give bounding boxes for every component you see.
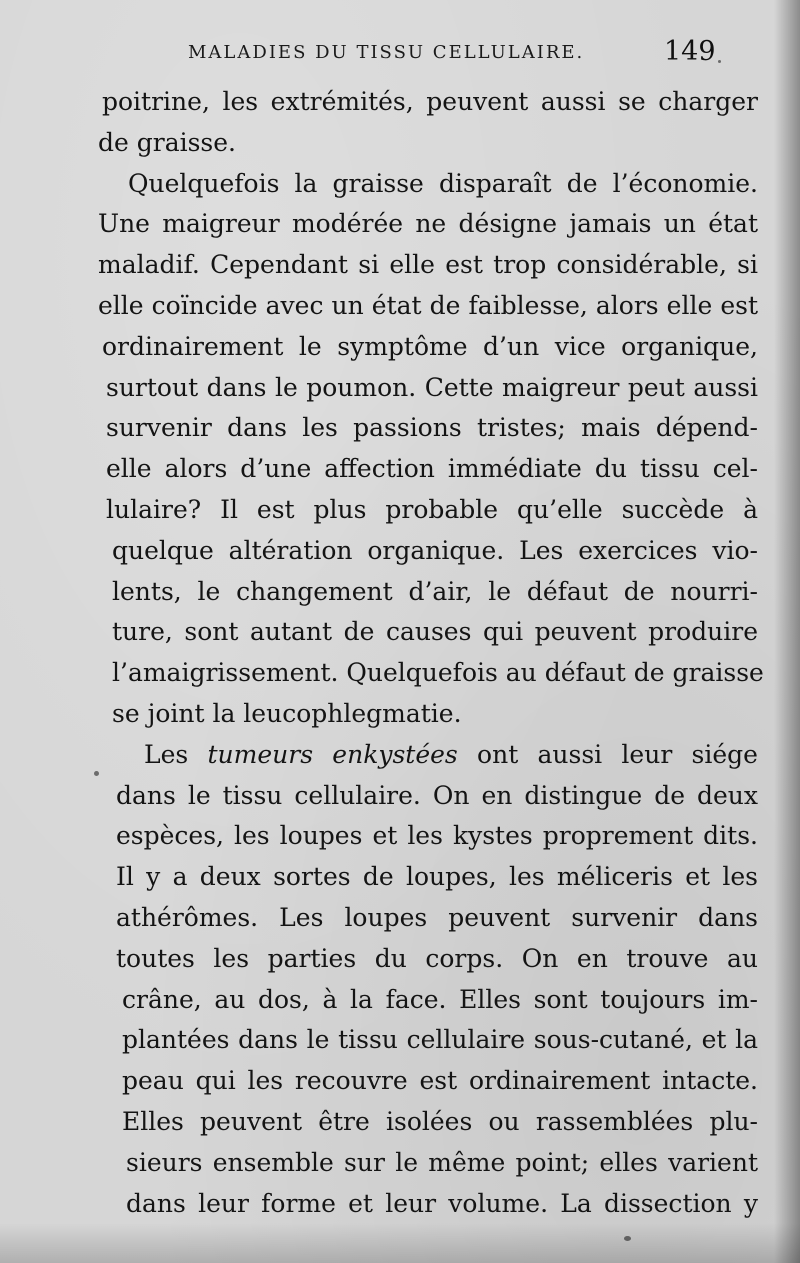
text-run: ont aussi leur siége <box>457 739 758 769</box>
page-bottom-shadow <box>0 1223 800 1263</box>
body-text <box>98 82 764 1224</box>
ink-speck <box>94 771 99 776</box>
text-line: de graisse. <box>98 127 237 157</box>
text-line: toutes les parties du corps. On en trouve au <box>116 943 758 973</box>
text-line: survenir dans les passions tristes; mais dépend- <box>106 413 758 443</box>
page-number: 149 <box>664 36 716 67</box>
text-line: dans leur forme et leur volume. La dissection y <box>126 1188 758 1218</box>
text-line: ordinairement le symptôme d’un vice organique, <box>102 331 758 361</box>
text-line: elle coïncide avec un état de faiblesse, alors elle est <box>98 290 758 320</box>
page-edge-shadow <box>774 0 800 1263</box>
italic-term: tumeurs enkystées <box>207 739 458 769</box>
text-line: maladif. Cependant si elle est trop considérable, si <box>98 250 758 280</box>
text-run: Les <box>144 739 208 769</box>
text-line: lents, le changement d’air, le défaut de nourri- <box>112 576 758 606</box>
ink-speck <box>718 60 721 63</box>
text-line: plantées dans le tissu cellulaire sous-cutané, et la <box>122 1025 758 1055</box>
text-line: crâne, au dos, à la face. Elles sont toujours im- <box>122 984 758 1014</box>
text-line: l’amaigrissement. Quelquefois au défaut de graisse <box>112 658 764 688</box>
text-line: Elles peuvent être isolées ou rassemblées plu- <box>122 1106 758 1136</box>
text-line: sieurs ensemble sur le même point; elles varient <box>126 1147 758 1177</box>
text-line: Une maigreur modérée ne désigne jamais un état <box>98 209 758 239</box>
text-line: poitrine, les extrémités, peuvent aussi se charger <box>102 87 758 116</box>
text-line: athérômes. Les loupes peuvent survenir dans <box>116 902 758 932</box>
text-line: lulaire? Il est plus probable qu’elle succède à <box>106 494 758 524</box>
text-line: espèces, les loupes et les kystes proprement dits. <box>116 821 758 851</box>
text-line: elle alors d’une affection immédiate du tissu cel- <box>106 454 758 484</box>
running-head: MALADIES DU TISSU CELLULAIRE. <box>188 42 585 63</box>
text-line: peau qui les recouvre est ordinairement intacte. <box>122 1066 758 1096</box>
text-line: ture, sont autant de causes qui peuvent produire <box>112 617 758 647</box>
text-line: Il y a deux sortes de loupes, les méliceris et les <box>116 862 758 892</box>
text-line-italic-phrase <box>98 735 758 776</box>
text-line: se joint la leucophlegmatie. <box>112 698 462 728</box>
text-line: quelque altération organique. Les exercices vio- <box>112 535 758 565</box>
text-line: surtout dans le poumon. Cette maigreur peut aussi <box>106 372 758 402</box>
text-line: dans le tissu cellulaire. On en distingue de deux <box>116 780 758 810</box>
text-line: Quelquefois la graisse disparaît de l’économie. <box>128 168 758 198</box>
